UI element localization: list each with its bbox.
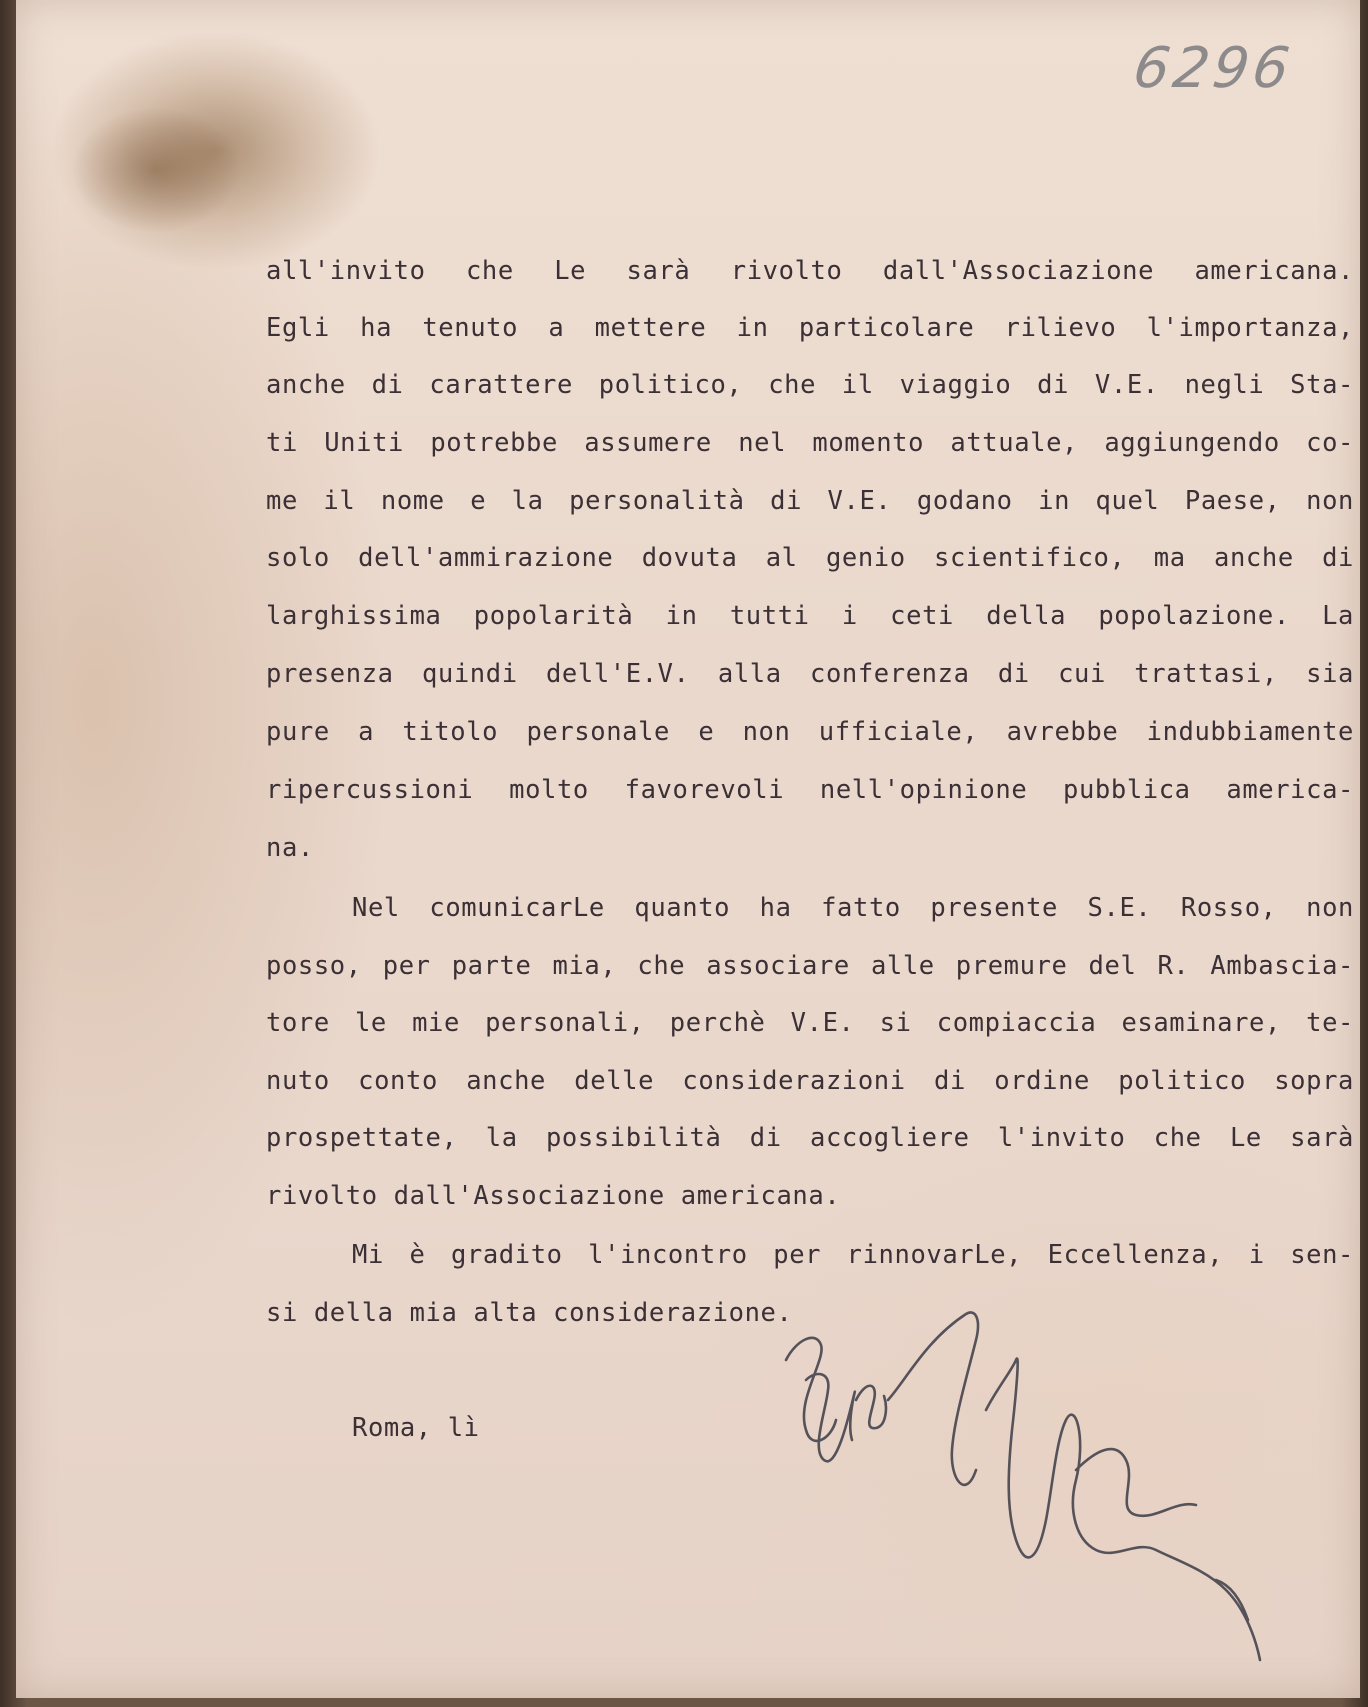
archive-page-number: 6296 (1129, 36, 1298, 101)
place-date-line: Roma, lì (352, 1413, 480, 1443)
body-line-11: na. (266, 833, 314, 863)
body-line-17: rivolto dall'Associazione americana. (266, 1181, 841, 1211)
body-line-9: pure a titolo personale e non ufficiale, avrebbe indubbiamente (266, 717, 1354, 747)
body-line-12: Nel comunicarLe quanto ha fatto presente S.E. Rosso, non (352, 893, 1354, 923)
letter-page (16, 0, 1360, 1698)
body-line-6: solo dell'ammirazione dovuta al genio scientifico, ma anche di (266, 543, 1354, 573)
body-line-7: larghissima popolarità in tutti i ceti della popolazione. La (266, 601, 1354, 631)
body-line-18: Mi è gradito l'incontro per rinnovarLe, Eccellenza, i sen- (352, 1240, 1354, 1270)
body-line-8: presenza quindi dell'E.V. alla conferenza di cui trattasi, sia (266, 659, 1354, 689)
body-line-13: posso, per parte mia, che associare alle premure del R. Ambascia- (266, 951, 1354, 981)
body-line-10: ripercussioni molto favorevoli nell'opinione pubblica america- (266, 775, 1354, 805)
body-line-4: ti Uniti potrebbe assumere nel momento attuale, aggiungendo co- (266, 428, 1354, 458)
body-line-14: tore le mie personali, perchè V.E. si compiaccia esaminare, te- (266, 1008, 1354, 1038)
body-line-19: si della mia alta considerazione. (266, 1298, 793, 1328)
handwritten-signature (776, 1300, 1356, 1700)
body-line-2: Egli ha tenuto a mettere in particolare rilievo l'importanza, (266, 313, 1354, 343)
body-line-15: nuto conto anche delle considerazioni di ordine politico sopra (266, 1066, 1354, 1096)
body-line-1: all'invito che Le sarà rivolto dall'Associazione americana. (266, 256, 1354, 286)
body-line-3: anche di carattere politico, che il viaggio di V.E. negli Sta- (266, 370, 1354, 400)
body-line-5: me il nome e la personalità di V.E. godano in quel Paese, non (266, 486, 1354, 516)
body-line-16: prospettate, la possibilità di accogliere l'invito che Le sarà (266, 1123, 1354, 1153)
